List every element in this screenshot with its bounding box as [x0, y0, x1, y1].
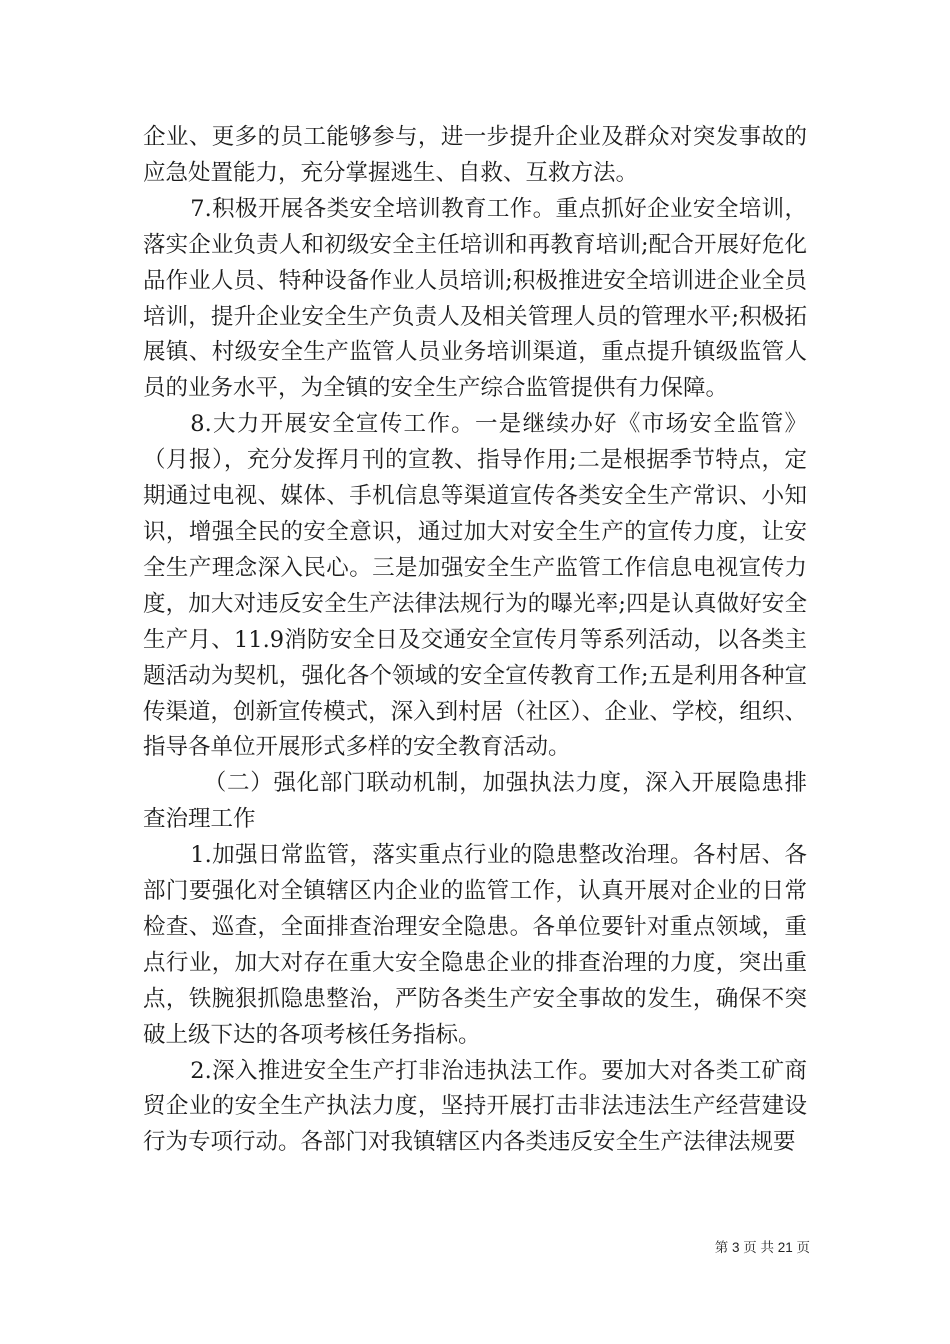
paragraph-item-8-publicity: 8.大力开展安全宣传工作。一是继续办好《市场安全监管》（月报），充分发挥月刊的宣教、指导作用;二是根据季节特点，定期通过电视、媒体、手机信息等渠道宣传各类安全生产常识、小知识，增强全民的安全意识，通过加大对安全生产的宣传力度，让安全生产理念深入民心。三是加强安全生产监管工作信息电视宣传力度，加大对违反安全生产法律法规行为的曝光率;四是认真做好安全生产月、11.9消防安全日及交通安全宣传月等系列活动，以各类主题活动为契机，强化各个领域的安全宣传教育工作;五是利用各种宣传渠道，创新宣传模式，深入到村居（社区）、企业、学校，组织、指导各单位开展形式多样的安全教育活动。	[143, 411, 807, 761]
document-body	[143, 120, 807, 1161]
paragraph-continuation: 企业、更多的员工能够参与，进一步提升企业及群众对突发事故的应急处置能力，充分掌握逃生、自救、互救方法。	[143, 124, 807, 186]
paragraph-item-2-enforcement: 2.深入推进安全生产打非治违执法工作。要加大对各类工矿商贸企业的安全生产执法力度，坚持开展打击非法违法生产经营建设行为专项行动。各部门对我镇辖区内各类违反安全生产法律法规要	[143, 1057, 807, 1156]
paragraph-item-7-training: 7.积极开展各类安全培训教育工作。重点抓好企业安全培训，落实企业负责人和初级安全主任培训和再教育培训;配合开展好危化品作业人员、特种设备作业人员培训;积极推进安全培训进企业全员培训，提升企业安全生产负责人及相关管理人员的管理水平;积极拓展镇、村级安全生产监管人员业务培训渠道，重点提升镇级监管人员的业务水平，为全镇的安全生产综合监管提供有力保障。	[143, 195, 807, 402]
paragraph-item-1-supervision: 1.加强日常监管，落实重点行业的隐患整改治理。各村居、各部门要强化对全镇辖区内企业的监管工作，认真开展对企业的日常检查、巡查，全面排查治理安全隐患。各单位要针对重点领域，重点行业，加大对存在重大安全隐患企业的排查治理的力度，突出重点，铁腕狠抓隐患整治，严防各类生产安全事故的发生，确保不突破上级下达的各项考核任务指标。	[143, 842, 807, 1048]
section-heading-2: （二）强化部门联动机制，加强执法力度，深入开展隐患排查治理工作	[143, 770, 807, 833]
page-number: 第 3 页 共 21 页	[714, 1240, 810, 1255]
